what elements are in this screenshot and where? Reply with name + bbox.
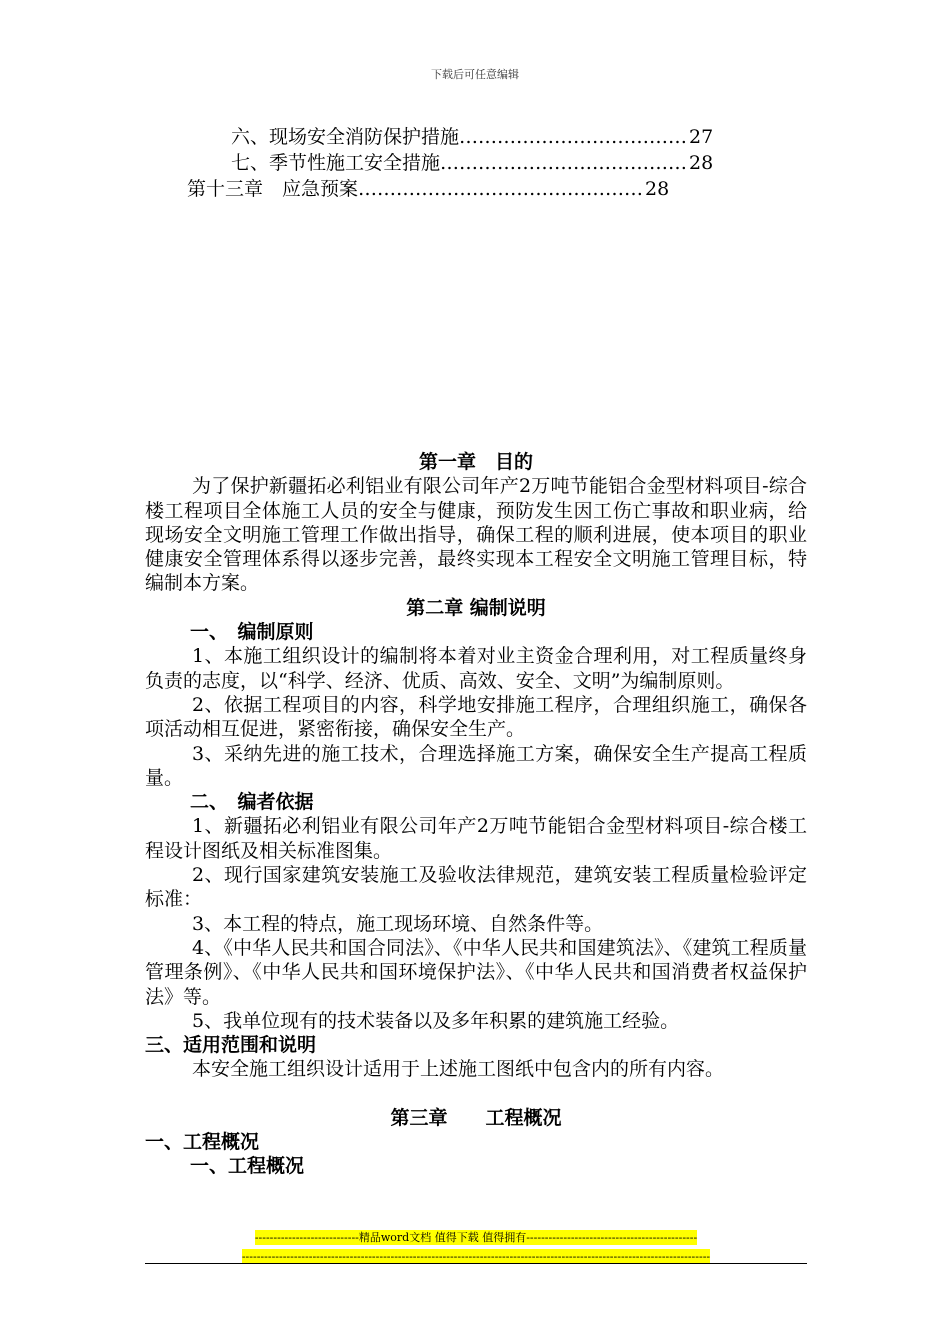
page-header: 下载后可任意编辑 [431, 68, 519, 81]
chapter-1-title: 第一章 目的 [418, 451, 533, 473]
toc-dots: ………………………………… [440, 152, 688, 174]
list-item: 1、本施工组织设计的编制将本着对业主资金合理利用，对工程质量终身负责的志度，以“科学、经济、优质、高效、安全、文明”为编制原则。 [145, 645, 807, 692]
list-item: 1、新疆拓必利铝业有限公司年产2万吨节能铝合金型材料项目-综合楼工程设计图纸及相关标准图集。 [145, 815, 807, 862]
list-item: 2、依据工程项目的内容，科学地安排施工程序，合理组织施工，确保各项活动相互促进，紧密衔接，确保安全生产。 [145, 693, 807, 741]
toc-page-number: 28 [689, 152, 714, 174]
toc-label: 第十三章 应急预案 [187, 178, 359, 200]
toc-dots: ……………………………………… [358, 178, 644, 200]
section-heading: 一、 编制原则 [190, 621, 314, 644]
toc-dots: ……………………………… [459, 126, 688, 148]
list-item: 4、《中华人民共和国合同法》、《中华人民共和国建筑法》、《建筑工程质量管理条例》、《中华人民共和国环境保护法》、《中华人民共和国消费者权益保护法》等。 [145, 936, 807, 1008]
list-item: 5、我单位现有的技术装备以及多年积累的建筑施工经验。 [192, 1009, 680, 1032]
section-heading: 三、适用范围和说明 [145, 1034, 317, 1057]
section-paragraph: 本安全施工组织设计适用于上述施工图纸中包含内的所有内容。 [192, 1058, 725, 1081]
toc-label: 七、季节性施工安全措施 [231, 152, 441, 174]
document-body [145, 450, 807, 1179]
footer-highlight-line: ------------------------------------------------------------------------------------------------------------------------------ [241, 1250, 711, 1263]
subsection-heading: 一、工程概况 [190, 1155, 305, 1178]
chapter-2-title: 第二章 编制说明 [406, 596, 546, 619]
chapter-3-title: 第三章 工程概况 [390, 1106, 562, 1129]
toc-page-number: 28 [645, 178, 670, 200]
blank-line [145, 1082, 807, 1106]
footer-rule [145, 1263, 807, 1264]
section-heading: 一、工程概况 [145, 1131, 260, 1154]
chapter-1-paragraph: 为了保护新疆拓必利铝业有限公司年产2万吨节能铝合金型材料项目-综合楼工程项目全体施工人员的安全与健康，预防发生因工伤亡事故和职业病，给现场安全文明施工管理工作做出指导，确保工程的顺利进展，使本项目的职业健康安全管理体系得以逐步完善，最终实现本工程安全文明施工管理目标，特编制本方案。 [145, 475, 807, 595]
toc-label: 六、现场安全消防保护措施 [231, 126, 460, 148]
list-item: 2、现行国家建筑安装施工及验收法律规范，建筑安装工程质量检验评定标准： [145, 864, 807, 911]
section-heading: 二、 编者依据 [190, 791, 314, 814]
footer-highlight-line: ----------------------------精品word文档 值得下载 值得拥有---------------------------------------------- [254, 1231, 698, 1244]
toc-entry[interactable] [231, 124, 713, 150]
toc-entry[interactable] [231, 150, 713, 176]
list-item: 3、本工程的特点，施工现场环境、自然条件等。 [192, 912, 604, 935]
toc-entry[interactable] [187, 176, 669, 202]
toc-page-number: 27 [689, 126, 714, 148]
list-item: 3、采纳先进的施工技术，合理选择施工方案，确保安全生产提高工程质量。 [145, 742, 807, 789]
